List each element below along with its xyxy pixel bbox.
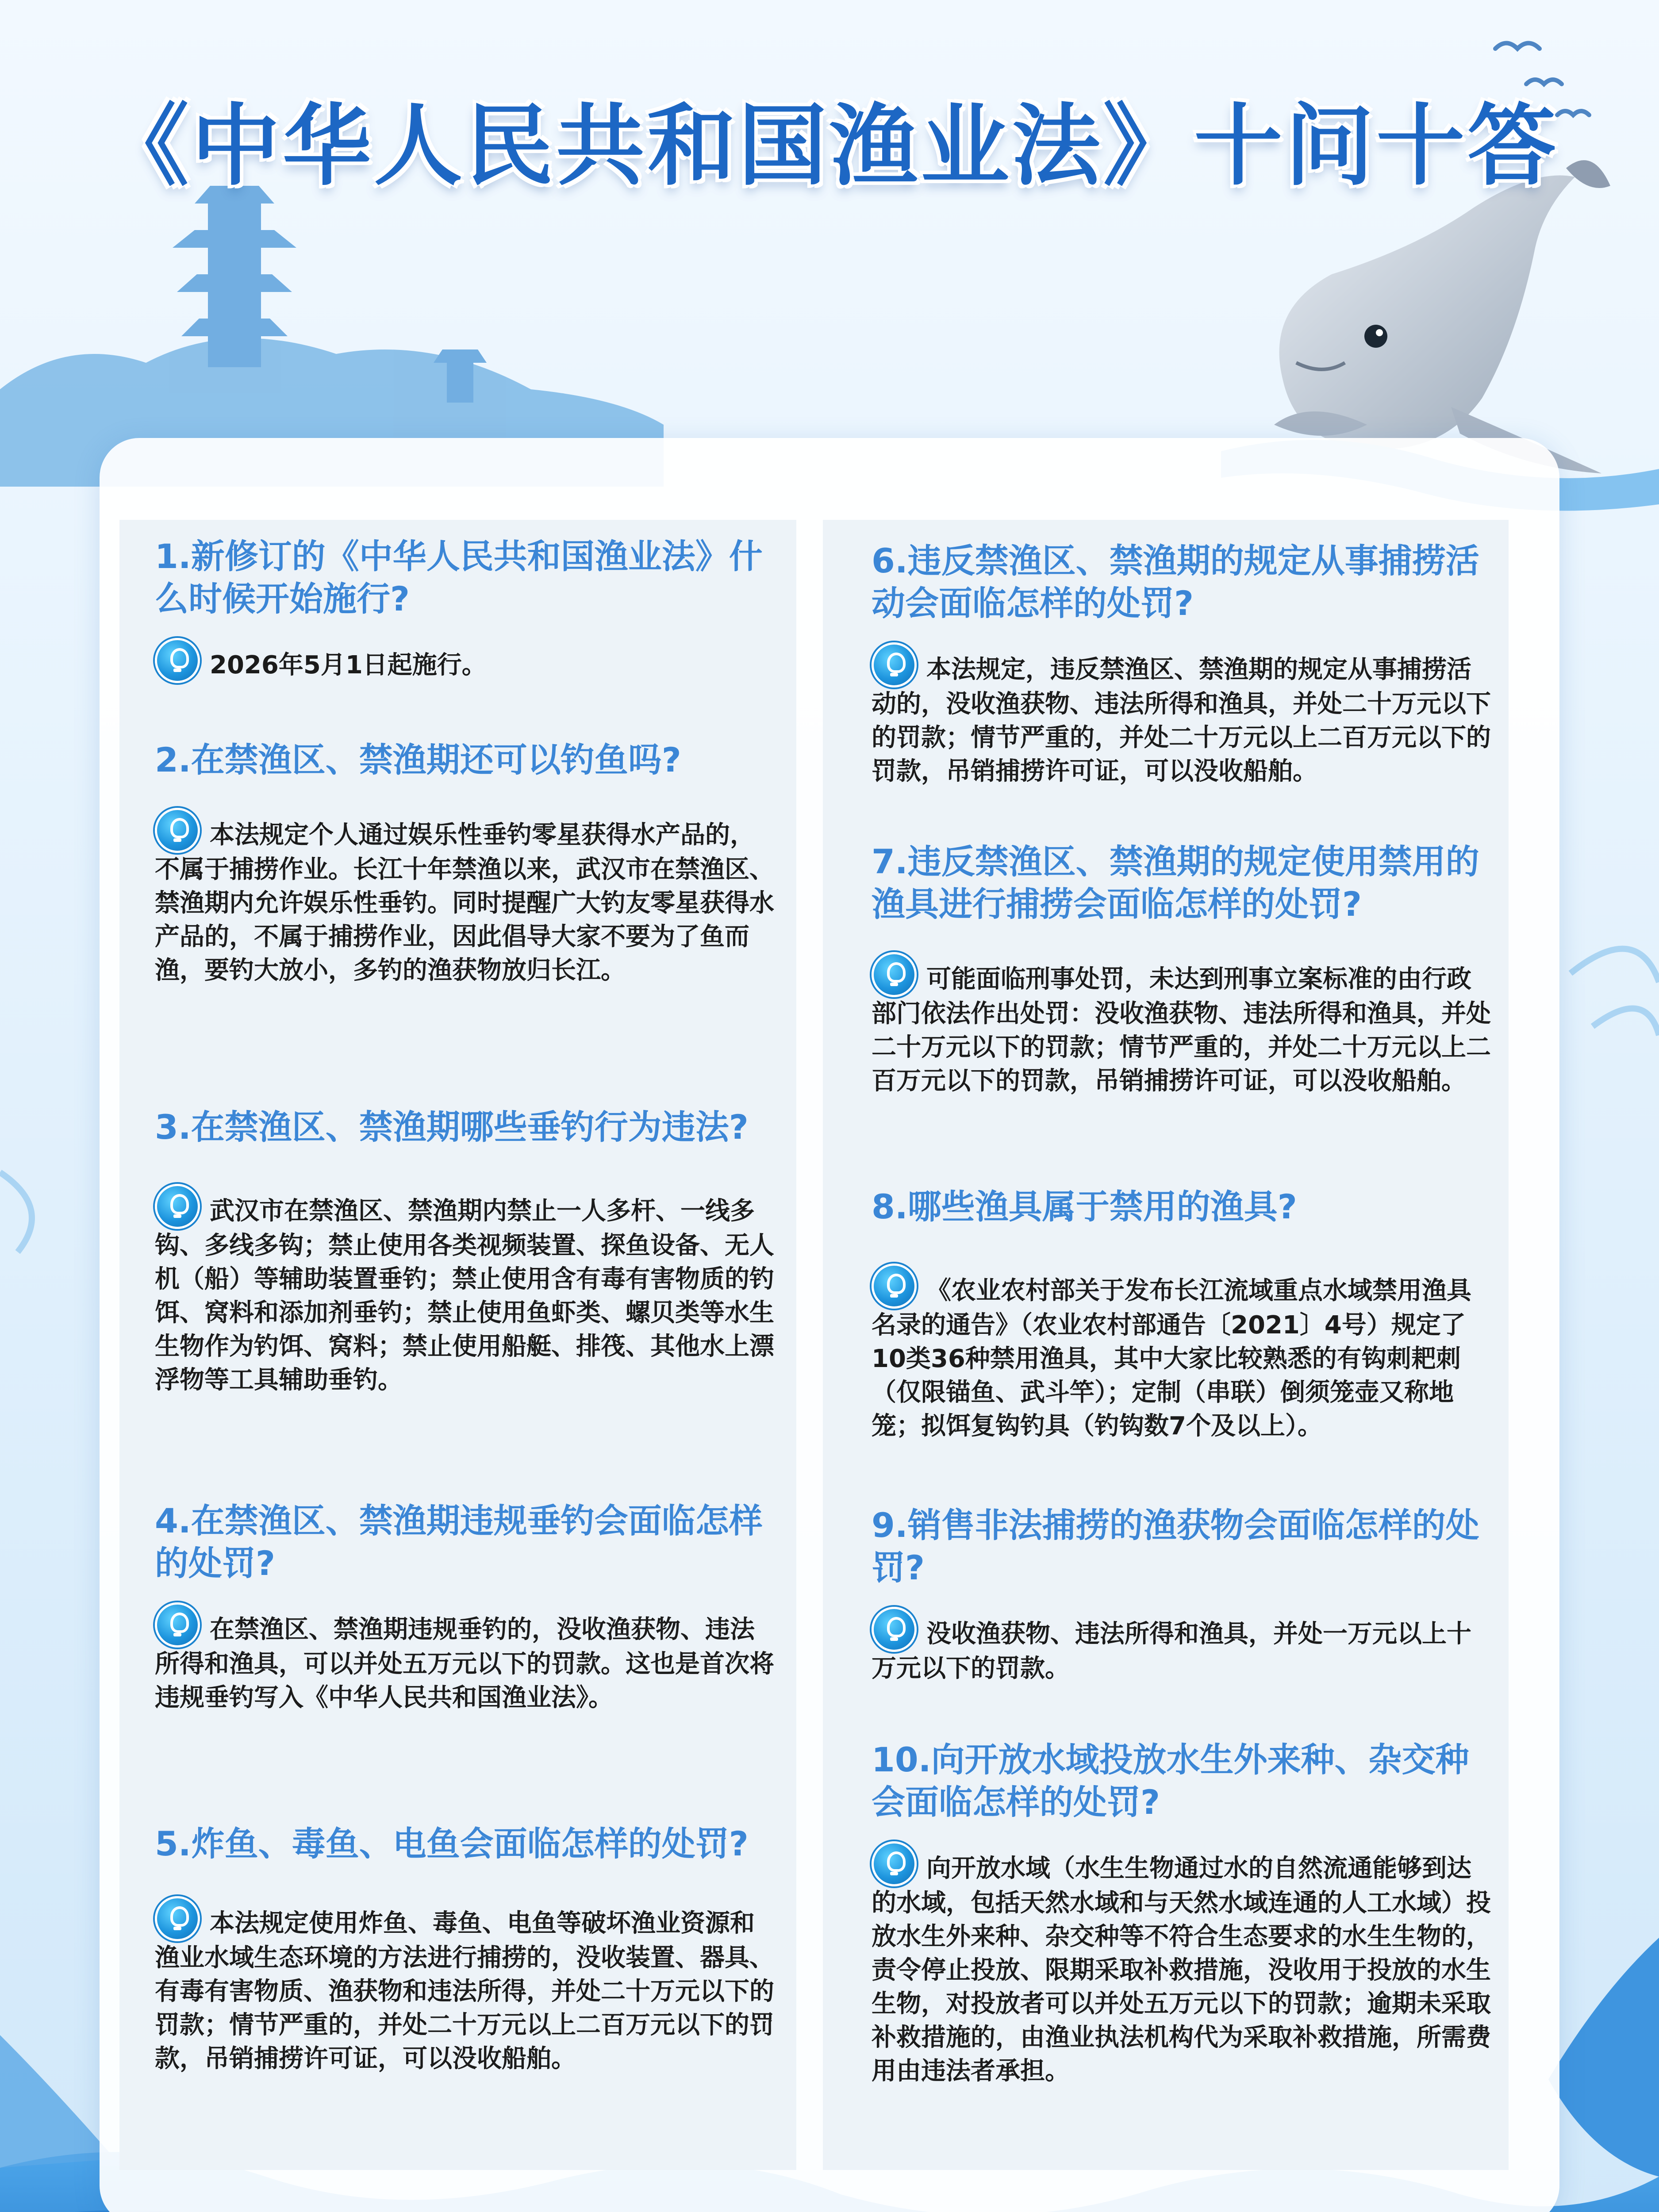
qa-item-3 [155,1106,774,1397]
lightbulb-icon [872,952,917,997]
question-text: 3.在禁渔区、禁渔期哪些垂钓行为违法? [155,1107,749,1147]
question-text: 1.新修订的《中华人民共和国渔业法》什么时候开始施行? [155,537,763,618]
answer-text: 《农业农村部关于发布长江流域重点水域禁用渔具名录的通告》（农业农村部通告〔2021〕4号）规定了10类36种禁用渔具，其中大家比较熟悉的有钩刺耙刺（仅限锚鱼、武斗竿）；定制（串联）倒须笼壶又称地笼；拟饵复钩钓具（钓钩数7个及以上）。 [872,1263,1491,1443]
answer-text: 没收渔获物、违法所得和渔具，并处一万元以上十万元以下的罚款。 [872,1607,1491,1686]
question-text: 7.违反禁渔区、禁渔期的规定使用禁用的渔具进行捕捞会面临怎样的处罚? [872,842,1479,924]
qa-item-8 [872,1186,1491,1443]
question-text: 8.哪些渔具属于禁用的渔具? [872,1187,1297,1226]
qa-item-6 [872,540,1491,788]
lightbulb-icon [155,1896,200,1941]
question-text: 5.炸鱼、毒鱼、电鱼会面临怎样的处罚? [155,1824,749,1863]
qa-item-7 [872,841,1491,1098]
page-title: 《中华人民共和国渔业法》十问十答 [100,95,1559,198]
question-text: 9.销售非法捕捞的渔获物会面临怎样的处罚? [872,1505,1479,1587]
question-text: 10.向开放水域投放水生外来种、杂交种会面临怎样的处罚? [872,1740,1469,1822]
qa-item-4 [155,1500,774,1715]
answer-text: 2026年5月1日起施行。 [155,638,774,683]
answer-text: 向开放水域（水生生物通过水的自然流通能够到达的水域，包括天然水域和与天然水域连通的人工水域）投放水生外来种、杂交种等不符合生态要求的水生生物的，责令停止投放、限期采取补救措施，没收用于投放的水生生物，对投放者可以并处五万元以下的罚款；逾期未采取补救措施的，由渔业执法机构代为采取补救措施，所需费用由违法者承担。 [872,1841,1491,2088]
question-text: 2.在禁渔区、禁渔期还可以钓鱼吗? [155,740,681,780]
lightbulb-icon [155,1602,200,1647]
lightbulb-icon [872,1263,917,1309]
qa-item-9 [872,1504,1491,1686]
lightbulb-icon [872,1841,917,1886]
qa-item-2 [155,739,774,987]
answer-text: 武汉市在禁渔区、禁渔期内禁止一人多杆、一线多钩、多线多钩；禁止使用各类视频装置、探鱼设备、无人机（船）等辅助装置垂钓；禁止使用含有毒有害物质的钓饵、窝料和添加剂垂钓；禁止使用鱼虾类、螺贝类等水生生物作为钓饵、窝料；禁止使用船艇、排筏、其他水上漂浮物等工具辅助垂钓。 [155,1184,774,1397]
lightbulb-icon [872,642,917,687]
answer-text: 本法规定，违反禁渔区、禁渔期的规定从事捕捞活动的，没收渔获物、违法所得和渔具，并处二十万元以下的罚款；情节严重的，并处二十万元以上二百万元以下的罚款，吊销捕捞许可证，可以没收船舶。 [872,642,1491,788]
lightbulb-icon [155,808,200,853]
lightbulb-icon [155,638,200,683]
lightbulb-icon [872,1607,917,1652]
qa-item-10 [872,1739,1491,2088]
answer-text: 本法规定个人通过娱乐性垂钓零星获得水产品的，不属于捕捞作业。长江十年禁渔以来，武汉市在禁渔区、禁渔期内允许娱乐性垂钓。同时提醒广大钓友零星获得水产品的，不属于捕捞作业，因此倡导大家不要为了鱼而渔，要钓大放小，多钓的渔获物放归长江。 [155,808,774,987]
answer-text: 可能面临刑事处罚，未达到刑事立案标准的由行政部门依法作出处罚：没收渔获物、违法所得和渔具，并处二十万元以下的罚款；情节严重的，并处二十万元以上二百万元以下的罚款，吊销捕捞许可证，可以没收船舶。 [872,952,1491,1098]
answer-text: 在禁渔区、禁渔期违规垂钓的，没收渔获物、违法所得和渔具，可以并处五万元以下的罚款。这也是首次将违规垂钓写入《中华人民共和国渔业法》。 [155,1602,774,1715]
qa-item-5 [155,1823,774,2076]
qa-item-1 [155,535,774,683]
question-text: 6.违反禁渔区、禁渔期的规定从事捕捞活动会面临怎样的处罚? [872,541,1479,623]
answer-text: 本法规定使用炸鱼、毒鱼、电鱼等破坏渔业资源和渔业水域生态环境的方法进行捕捞的，没收装置、器具、有毒有害物质、渔获物和违法所得，并处二十万元以下的罚款；情节严重的，并处二十万元以上二百万元以下的罚款，吊销捕捞许可证，可以没收船舶。 [155,1896,774,2076]
question-text: 4.在禁渔区、禁渔期违规垂钓会面临怎样的处罚? [155,1501,763,1583]
lightbulb-icon [155,1184,200,1229]
